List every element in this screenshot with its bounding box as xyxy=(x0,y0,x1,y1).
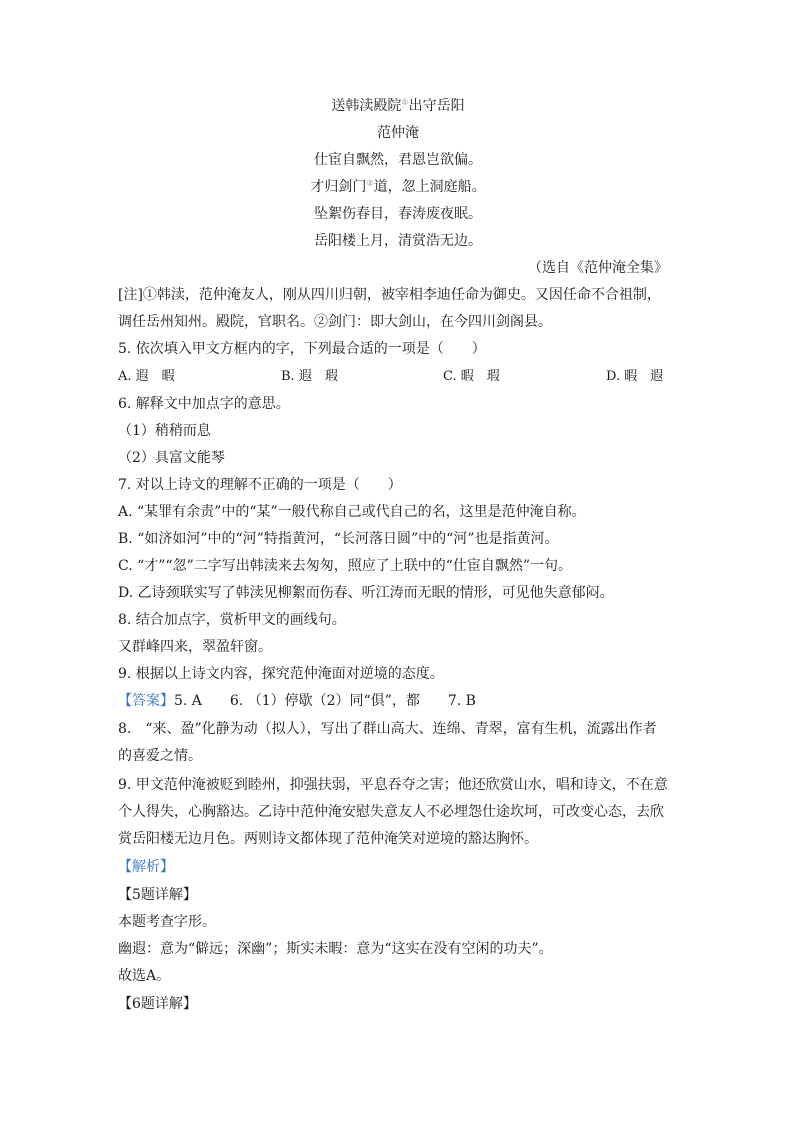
question-5-option-b: B. 遐 瑕 xyxy=(281,369,338,384)
question-7-stem: 7. 对以上诗文的理解不正确的一项是（ ） xyxy=(118,477,402,493)
poem-title-part2: 出守岳阳 xyxy=(408,98,465,114)
answer-9-line: 9. 甲文范仲淹被贬到睦州，抑强扶弱，平息吞夺之害；他还欣赏山水，唱和诗文，不在意 xyxy=(118,777,668,793)
analysis-q5-header: 【5题详解】 xyxy=(118,887,197,903)
analysis-q5-line: 故选A。 xyxy=(118,968,171,984)
answer-8-line: 8. “来、盈”化静为动（拟人），写出了群山高大、连绵、青翠，富有生机，流露出作者 xyxy=(118,721,657,737)
poem-author: 范仲淹 xyxy=(377,125,419,141)
question-5-option-c: C. 暇 瑕 xyxy=(443,369,500,384)
question-5-option-a: A. 遐 暇 xyxy=(118,369,175,384)
poem-source: （选自《范仲淹全集》 xyxy=(528,260,668,276)
poem-line xyxy=(118,205,678,223)
footnote-marker: ① xyxy=(401,97,409,107)
note-line: 调任岳州知州。殿院，官职名。②剑门：即大剑山，在今四川剑阁县。 xyxy=(118,314,552,330)
question-7-option-c: C. “才”“忽”二字写出韩渎来去匆匆，照应了上联中的“仕宦自飘然”一句。 xyxy=(118,558,573,574)
note-line: [注]①韩渎，范仲淹友人，刚从四川归朝，被宰相李迪任命为御史。又因任命不合祖制， xyxy=(118,287,661,303)
question-5-option-d: D. 暇 遐 xyxy=(606,369,664,384)
poem-line-text: 仕宦自飘然，君恩岂欲偏。 xyxy=(314,152,482,168)
answer-text: 5. A 6. （1）停歇（2）同“俱”，都 7. B xyxy=(174,693,476,709)
answer-line xyxy=(118,692,678,710)
question-8-quote: 又群峰四来，翠盈轩窗。 xyxy=(118,639,272,655)
poem-title xyxy=(118,97,678,115)
question-8-stem: 8. 结合加点字，赏析甲文的画线句。 xyxy=(118,612,346,628)
poem-line xyxy=(118,151,678,169)
analysis-q6-header: 【6题详解】 xyxy=(118,996,197,1012)
poem-line xyxy=(118,232,678,250)
question-7-option-d: D. 乙诗颈联实写了韩渎见柳絮而伤春、听江涛而无眠的情形，可见他失意郁闷。 xyxy=(118,585,614,601)
poem-line-text: 坠絮伤春目，春涛废夜眠。 xyxy=(314,206,482,222)
answer-9-line: 赏岳阳楼无边月色。两则诗文都体现了范仲淹笑对逆境的豁达胸怀。 xyxy=(118,831,538,847)
question-6-item: （2）具富文能琴 xyxy=(118,450,225,466)
analysis-q5-line: 幽遐：意为“僻远；深幽”；斯实未暇：意为“这实在没有空闲的功夫”。 xyxy=(118,941,553,957)
question-5-stem: 5. 依次填入甲文方框内的字，下列最合适的一项是（ ） xyxy=(118,341,486,357)
analysis-label: 【解析】 xyxy=(118,859,174,875)
answer-9-line: 个人得失，心胸豁达。乙诗中范仲淹安慰失意友人不必埋怨仕途坎坷，可改变心态，去欣 xyxy=(118,804,664,820)
poem-line xyxy=(118,178,678,196)
poem-line-text: 岳阳楼上月，清赏浩无边。 xyxy=(314,233,482,249)
poem-line-text: 才归剑门 xyxy=(310,179,367,195)
poem-line-text: 道，忽上洞庭船。 xyxy=(373,179,486,195)
answer-label: 【答案】 xyxy=(118,693,174,709)
poem-title-part1: 送韩渎殿院 xyxy=(331,98,402,114)
footnote-marker: ② xyxy=(366,178,374,188)
question-7-option-b: B. “如济如河”中的“河”特指黄河，“长河落日圆”中的“河”也是指黄河。 xyxy=(118,531,559,547)
analysis-q5-line: 本题考查字形。 xyxy=(118,914,216,930)
question-7-option-a: A. “某罪有余责”中的“某”一般代称自己或代自己的名，这里是范仲淹自称。 xyxy=(118,504,586,520)
answer-8-line: 的喜爱之情。 xyxy=(118,748,202,764)
question-6-item: （1）稍稍而息 xyxy=(118,423,211,439)
question-9-stem: 9. 根据以上诗文内容，探究范仲淹面对逆境的态度。 xyxy=(118,666,444,682)
question-6-stem: 6. 解释文中加点字的意思。 xyxy=(118,396,290,412)
